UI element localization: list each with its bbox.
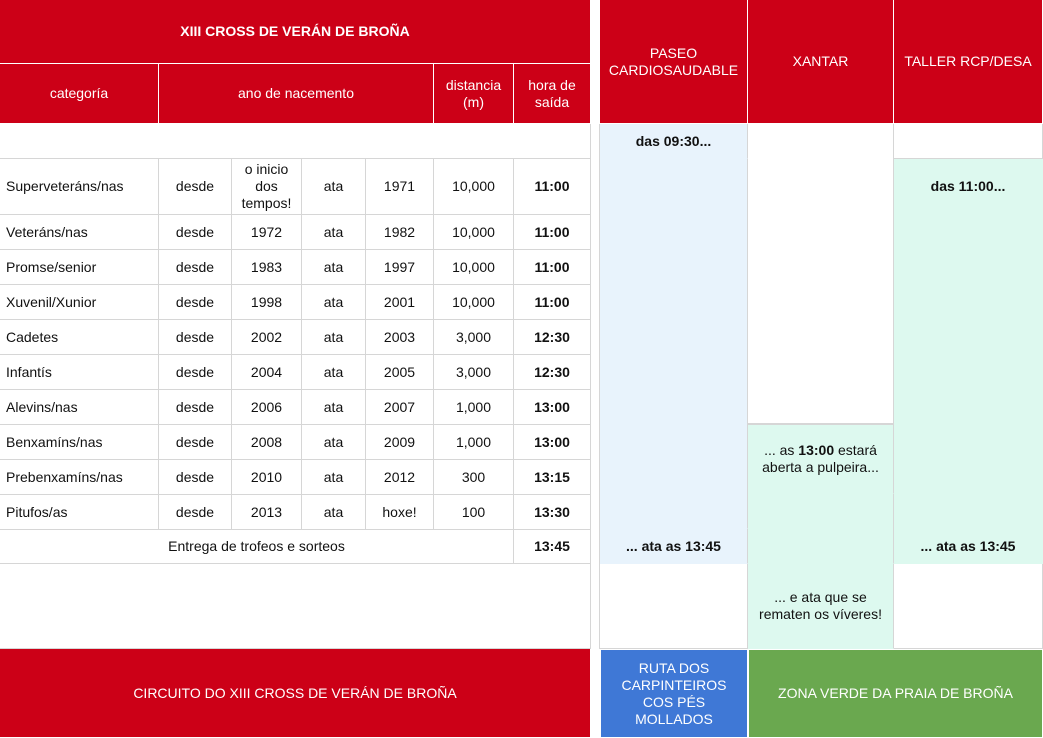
start-time-cell[interactable]: 13:00 <box>514 425 591 460</box>
lunch-note-close[interactable]: ... e ata que se rematen os víveres! <box>748 564 894 649</box>
year-from-cell[interactable]: 2006 <box>232 390 302 425</box>
header-workshop[interactable]: TALLER RCP/DESA <box>894 0 1043 124</box>
year-from-cell[interactable]: 2010 <box>232 460 302 495</box>
category-cell[interactable]: Promse/senior <box>0 250 159 285</box>
category-cell[interactable]: Pitufos/as <box>0 495 159 530</box>
distance-cell[interactable]: 10,000 <box>434 215 514 250</box>
year-from-cell[interactable]: 1972 <box>232 215 302 250</box>
awards-label[interactable]: Entrega de trofeos e sorteos <box>0 529 514 564</box>
distance-cell[interactable]: 300 <box>434 460 514 495</box>
header-birth-year[interactable]: ano de nacemento <box>159 64 434 124</box>
from-cell[interactable]: desde <box>159 250 232 285</box>
start-time-cell[interactable]: 13:15 <box>514 460 591 495</box>
empty-area <box>0 564 591 649</box>
year-to-cell[interactable]: 2007 <box>366 390 434 425</box>
category-cell[interactable]: Xuvenil/Xunior <box>0 285 159 320</box>
year-from-cell[interactable]: 2004 <box>232 355 302 390</box>
year-from-cell[interactable]: 1998 <box>232 285 302 320</box>
distance-cell[interactable]: 10,000 <box>434 285 514 320</box>
header-distance[interactable]: distancia (m) <box>434 64 514 124</box>
year-from-cell[interactable]: 2002 <box>232 320 302 355</box>
circuit-banner[interactable]: CIRCUITO DO XIII CROSS DE VERÁN DE BROÑA <box>0 649 591 738</box>
category-cell[interactable]: Prebenxamíns/nas <box>0 460 159 495</box>
to-cell[interactable]: ata <box>302 285 366 320</box>
awards-time[interactable]: 13:45 <box>514 529 591 564</box>
year-from-cell[interactable]: 2013 <box>232 495 302 530</box>
lunch-note-open[interactable]: ... as 13:00 estará aberta a pulpeira... <box>748 424 894 494</box>
route-banner[interactable]: RUTA DOS CARPINTEIROS COS PÉS MOLLADOS <box>600 649 748 738</box>
to-cell[interactable]: ata <box>302 320 366 355</box>
start-time-cell[interactable]: 11:00 <box>514 285 591 320</box>
from-cell[interactable]: desde <box>159 460 232 495</box>
year-from-cell[interactable]: o inicio dos tempos! <box>232 159 302 215</box>
start-time-cell[interactable]: 13:30 <box>514 495 591 530</box>
category-cell[interactable]: Cadetes <box>0 320 159 355</box>
category-cell[interactable]: Benxamíns/nas <box>0 425 159 460</box>
from-cell[interactable]: desde <box>159 390 232 425</box>
to-cell[interactable]: ata <box>302 159 366 215</box>
header-lunch[interactable]: XANTAR <box>748 0 894 124</box>
to-cell[interactable]: ata <box>302 425 366 460</box>
start-time-cell[interactable]: 12:30 <box>514 355 591 390</box>
distance-cell[interactable]: 1,000 <box>434 390 514 425</box>
distance-cell[interactable]: 10,000 <box>434 250 514 285</box>
year-to-cell[interactable]: 1971 <box>366 159 434 215</box>
distance-cell[interactable]: 3,000 <box>434 355 514 390</box>
year-to-cell[interactable]: 1982 <box>366 215 434 250</box>
start-time-cell[interactable]: 11:00 <box>514 250 591 285</box>
year-from-cell[interactable]: 1983 <box>232 250 302 285</box>
workshop-empty-bottom[interactable] <box>894 564 1043 649</box>
from-cell[interactable]: desde <box>159 425 232 460</box>
walk-end[interactable]: ... ata as 13:45 <box>600 529 748 564</box>
category-cell[interactable]: Superveteráns/nas <box>0 159 159 215</box>
workshop-start[interactable]: das 11:00... <box>894 159 1043 215</box>
category-cell[interactable]: Alevins/nas <box>0 390 159 425</box>
workshop-span[interactable] <box>894 215 1043 529</box>
year-from-cell[interactable]: 2008 <box>232 425 302 460</box>
lunch-empty[interactable] <box>748 124 894 424</box>
distance-cell[interactable]: 10,000 <box>434 159 514 215</box>
footer-divider <box>591 649 600 738</box>
year-to-cell[interactable]: hoxe! <box>366 495 434 530</box>
distance-cell[interactable]: 100 <box>434 495 514 530</box>
header-start-time[interactable]: hora de saída <box>514 64 591 124</box>
year-to-cell[interactable]: 2001 <box>366 285 434 320</box>
header-walk[interactable]: PASEO CARDIOSAUDABLE <box>600 0 748 124</box>
from-cell[interactable]: desde <box>159 320 232 355</box>
green-zone-banner[interactable]: ZONA VERDE DA PRAIA DE BROÑA <box>748 649 1043 738</box>
to-cell[interactable]: ata <box>302 390 366 425</box>
header-category[interactable]: categoría <box>0 64 159 124</box>
category-cell[interactable]: Veteráns/nas <box>0 215 159 250</box>
start-time-cell[interactable]: 13:00 <box>514 390 591 425</box>
start-time-cell[interactable]: 11:00 <box>514 159 591 215</box>
workshop-empty-top[interactable] <box>894 124 1043 159</box>
walk-span[interactable] <box>600 159 748 529</box>
year-to-cell[interactable]: 2005 <box>366 355 434 390</box>
from-cell[interactable]: desde <box>159 495 232 530</box>
year-to-cell[interactable]: 2003 <box>366 320 434 355</box>
blank-row <box>0 124 591 159</box>
to-cell[interactable]: ata <box>302 215 366 250</box>
workshop-end[interactable]: ... ata as 13:45 <box>894 529 1043 564</box>
distance-cell[interactable]: 1,000 <box>434 425 514 460</box>
lunch-span[interactable] <box>748 494 894 564</box>
race-title[interactable]: XIII CROSS DE VERÁN DE BROÑA <box>0 0 591 64</box>
year-to-cell[interactable]: 1997 <box>366 250 434 285</box>
to-cell[interactable]: ata <box>302 250 366 285</box>
to-cell[interactable]: ata <box>302 495 366 530</box>
to-cell[interactable]: ata <box>302 355 366 390</box>
from-cell[interactable]: desde <box>159 215 232 250</box>
from-cell[interactable]: desde <box>159 159 232 215</box>
year-to-cell[interactable]: 2012 <box>366 460 434 495</box>
year-to-cell[interactable]: 2009 <box>366 425 434 460</box>
to-cell[interactable]: ata <box>302 460 366 495</box>
start-time-cell[interactable]: 11:00 <box>514 215 591 250</box>
walk-start[interactable]: das 09:30... <box>600 124 748 159</box>
column-divider <box>591 124 600 649</box>
distance-cell[interactable]: 3,000 <box>434 320 514 355</box>
category-cell[interactable]: Infantís <box>0 355 159 390</box>
from-cell[interactable]: desde <box>159 285 232 320</box>
from-cell[interactable]: desde <box>159 355 232 390</box>
start-time-cell[interactable]: 12:30 <box>514 320 591 355</box>
walk-empty[interactable] <box>600 564 748 649</box>
